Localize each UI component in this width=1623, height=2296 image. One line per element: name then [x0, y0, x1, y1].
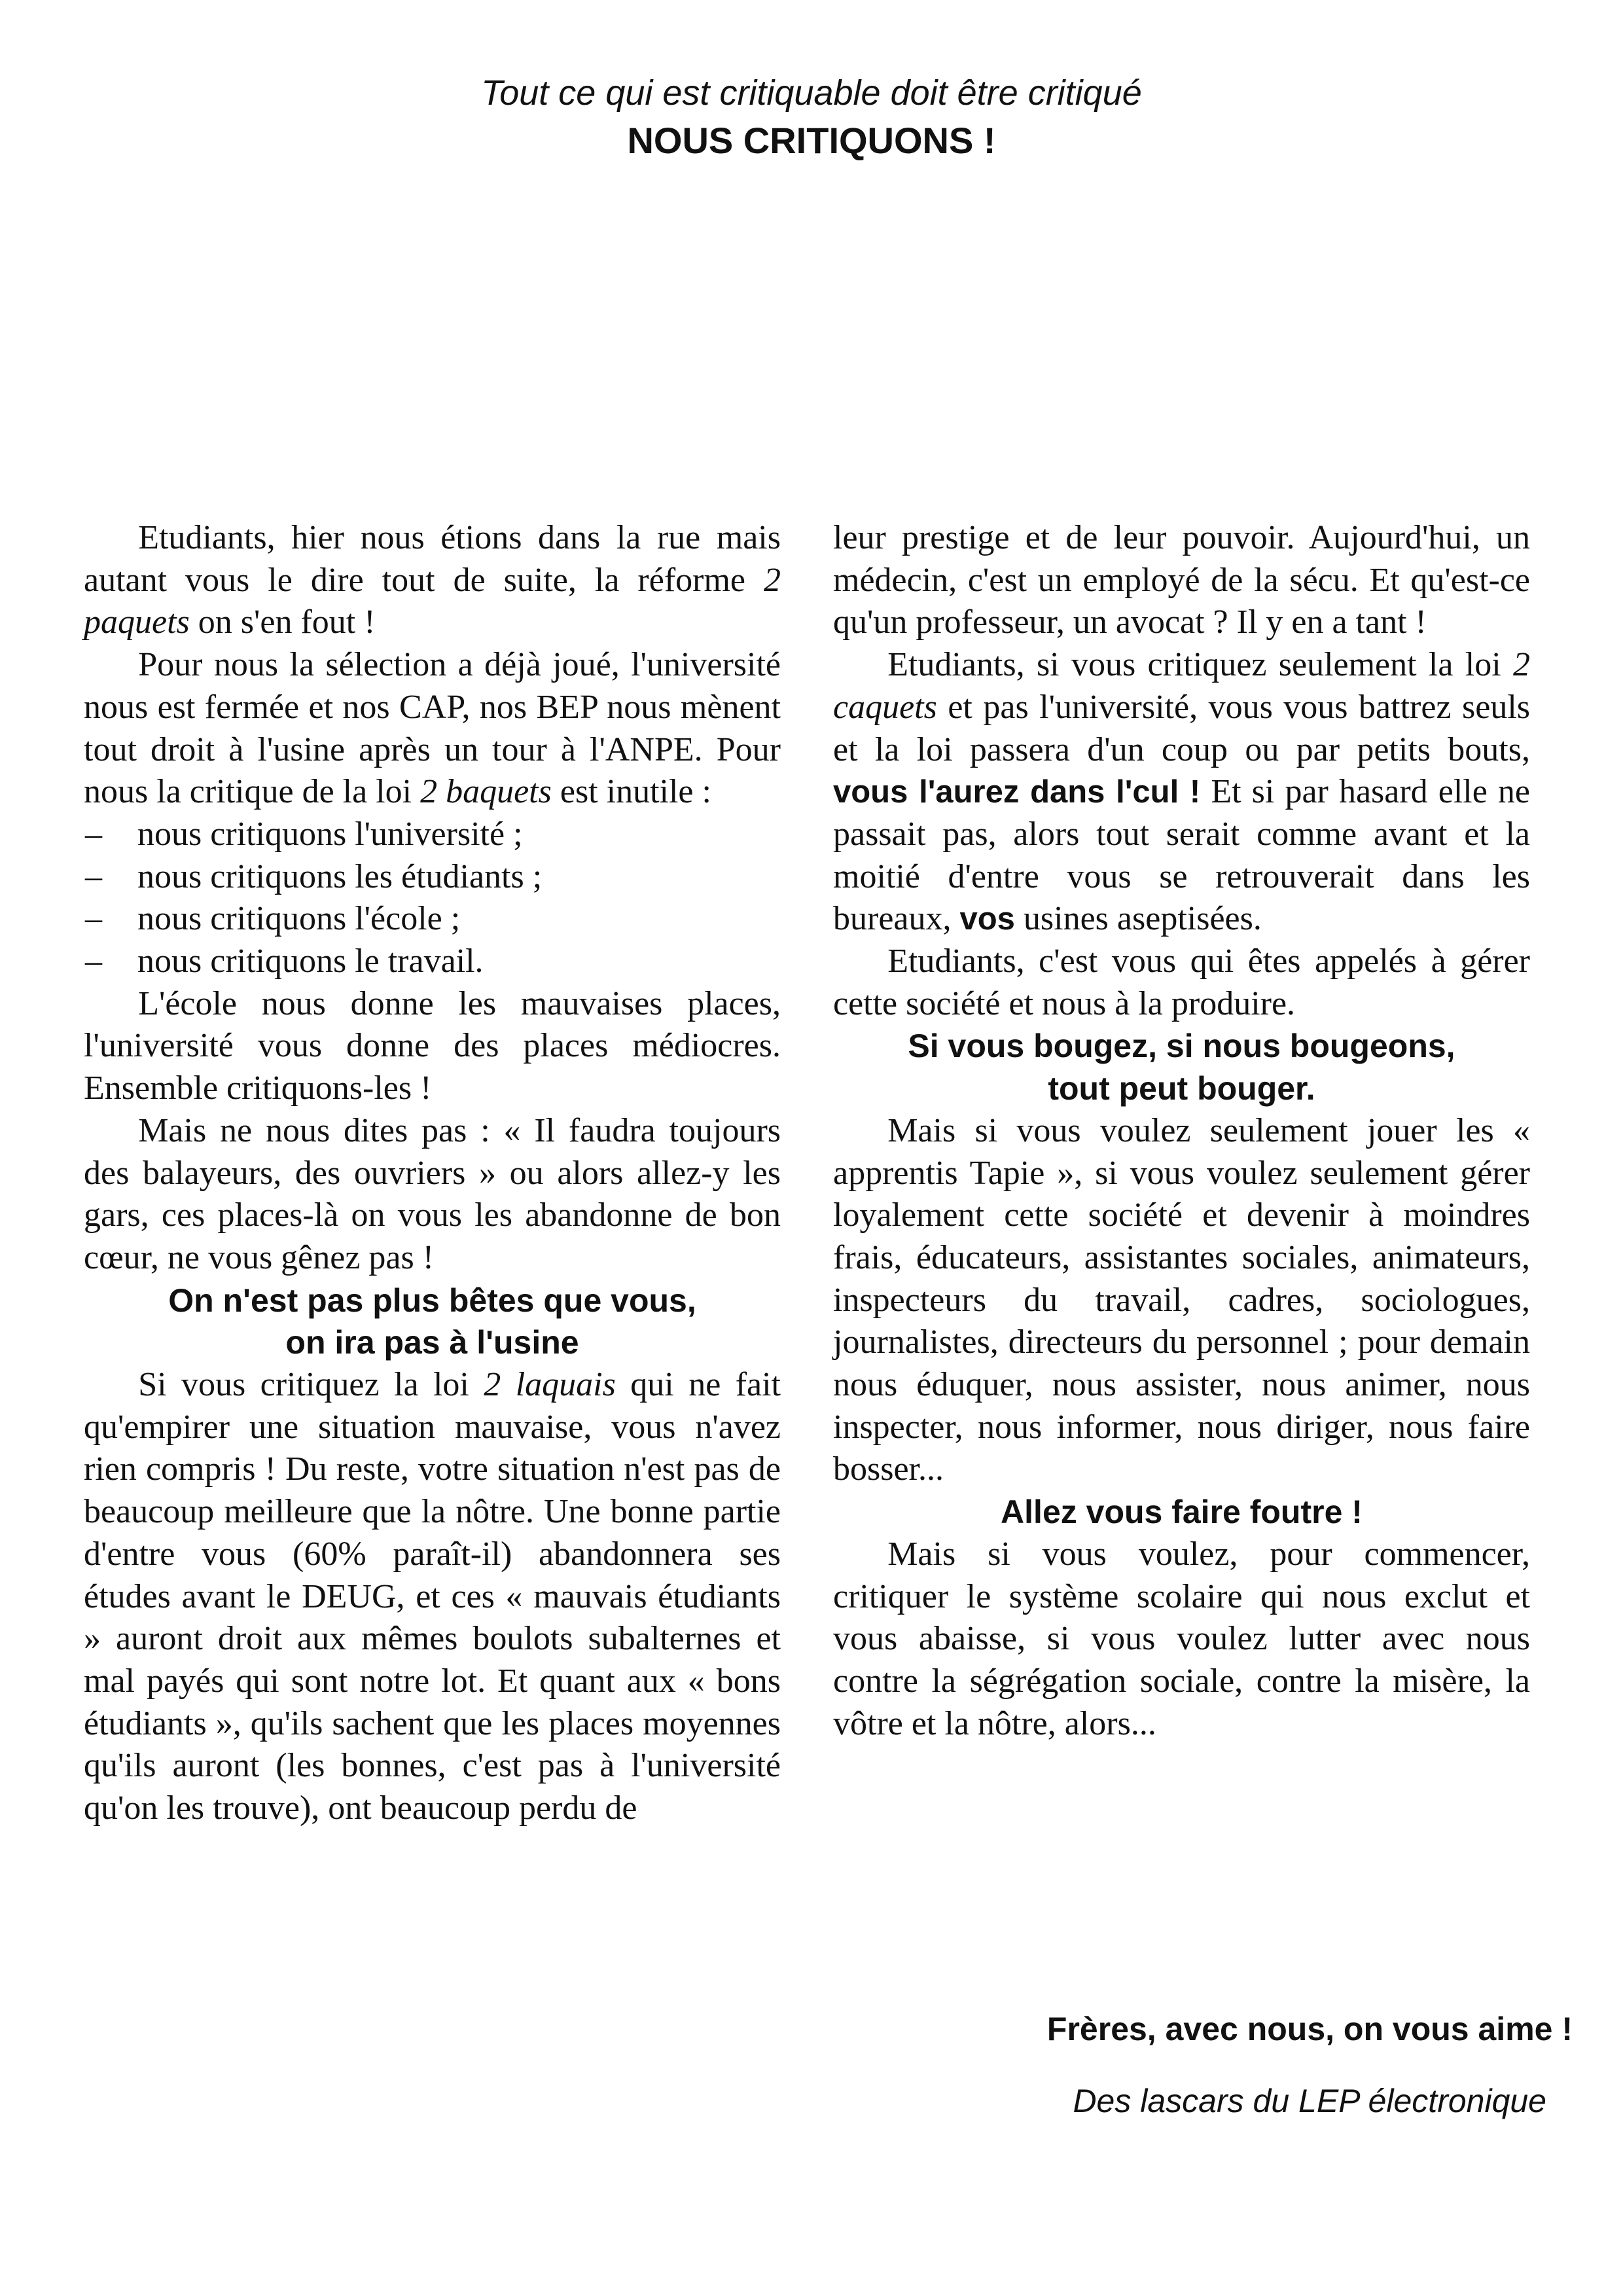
left-column [84, 517, 781, 1830]
paragraph-7: Etudiants, si vous critiquez seulement la loi 2 caquets et pas l'université, vous vous battrez seuls et la loi passera d'un coup ou par petits bouts, vous l'aurez dans l'cul ! Et si par hasard elle ne passait pas, alors tout serait comme avant et la moitié d'entre vous se retrouverait dans les bureaux, vos usines aseptisées. [833, 646, 1530, 938]
list-item: – nous critiquons le travail. [84, 941, 781, 983]
tract-header [0, 72, 1623, 162]
paragraph-5: Si vous critiquez la loi 2 laquais qui ne fait qu'empirer une situation mauvaise, vous n'avez rien compris ! Du reste, votre situation n'est pas de beaucoup meilleure que la nôtre. Une bonne partie d'entre vous (60% paraît-il) abandonnera ses études avant le DEUG, et ces « mauvais étudiants » auront droit aux mêmes boulots subalternes et mal payés qui sont notre lot. Et quant aux « bons étudiants », qu'ils sachent que les places moyennes qu'ils auront (les bonnes, c'est pas à l'université qu'on les trouve), ont beaucoup perdu de [84, 1366, 781, 1827]
list-item: – nous critiquons l'école ; [84, 898, 781, 941]
parody-law-name: 2 baquets [420, 773, 552, 811]
right-column [833, 517, 1530, 1745]
parody-law-name: 2 paquets [84, 561, 781, 641]
paragraph-1: Etudiants, hier nous étions dans la rue mais autant vous le dire tout de suite, la réforme 2 paquets on s'en fout ! [84, 519, 781, 641]
paragraph-3: L'école nous donne les mauvaises places, l'université vous donne des places médiocres. Ensemble critiquons-les ! [84, 984, 781, 1107]
page-title: NOUS CRITIQUONS ! [627, 119, 996, 161]
parody-law-name: 2 laquais [484, 1366, 616, 1404]
section-heading: On n'est pas plus bêtes que vous, on ira pas à l'usine [168, 1282, 696, 1361]
closing-slogan: Frères, avec nous, on vous aime ! [1046, 2011, 1573, 2047]
section-heading: Si vous bougez, si nous bougeons, tout peut bouger. [908, 1028, 1455, 1107]
list-item: – nous critiquons les étudiants ; [84, 856, 781, 899]
paragraph-8: Etudiants, c'est vous qui êtes appelés à gérer cette société et nous à la produire. [833, 942, 1530, 1022]
paragraph-2: Pour nous la sélection a déjà joué, l'université nous est fermée et nos CAP, nos BEP nous mènent tout droit à l'usine après un tour à l'ANPE. Pour nous la critique de la loi 2 baquets est inutile : [84, 646, 781, 811]
paragraph-10: Mais si vous voulez, pour commencer, critiquer le système scolaire qui nous exclut et vous abaisse, si vous voulez lutter avec nous contre la ségrégation sociale, contre la misère, la vôtre et la nôtre, alors... [833, 1535, 1530, 1742]
signature: Des lascars du LEP électronique [1073, 2083, 1546, 2119]
paragraph-6: leur prestige et de leur pouvoir. Aujourd'hui, un médecin, c'est un employé de la sécu. Et qu'est-ce qu'un professeur, un avocat ? Il y en a tant ! [833, 519, 1530, 641]
paragraph-4: Mais ne nous dites pas : « Il faudra toujours des balayeurs, des ouvriers » ou alors allez-y les gars, ces places-là on vous les abandonne de bon cœur, ne vous gênez pas ! [84, 1111, 781, 1276]
critique-list [84, 814, 781, 983]
parody-law-name: 2 caquets [833, 646, 1530, 726]
motto: Tout ce qui est critiquable doit être critiqué [481, 73, 1142, 113]
emphasis: vos [959, 901, 1015, 937]
section-heading: Allez vous faire foutre ! [1001, 1494, 1363, 1531]
list-item: – nous critiquons l'université ; [84, 814, 781, 856]
paragraph-9: Mais si vous voulez seulement jouer les « apprentis Tapie », si vous voulez seulement gérer loyalement cette société et devenir à moindres frais, éducateurs, assistantes sociales, animateurs, inspecteurs du travail, cadres, sociologues, journalistes, directeurs du personnel ; pour demain nous éduquer, nous assister, nous animer, nous inspecter, nous informer, nous diriger, nous faire bosser... [833, 1111, 1530, 1488]
emphasis: vous l'aurez dans l'cul ! [833, 774, 1201, 810]
